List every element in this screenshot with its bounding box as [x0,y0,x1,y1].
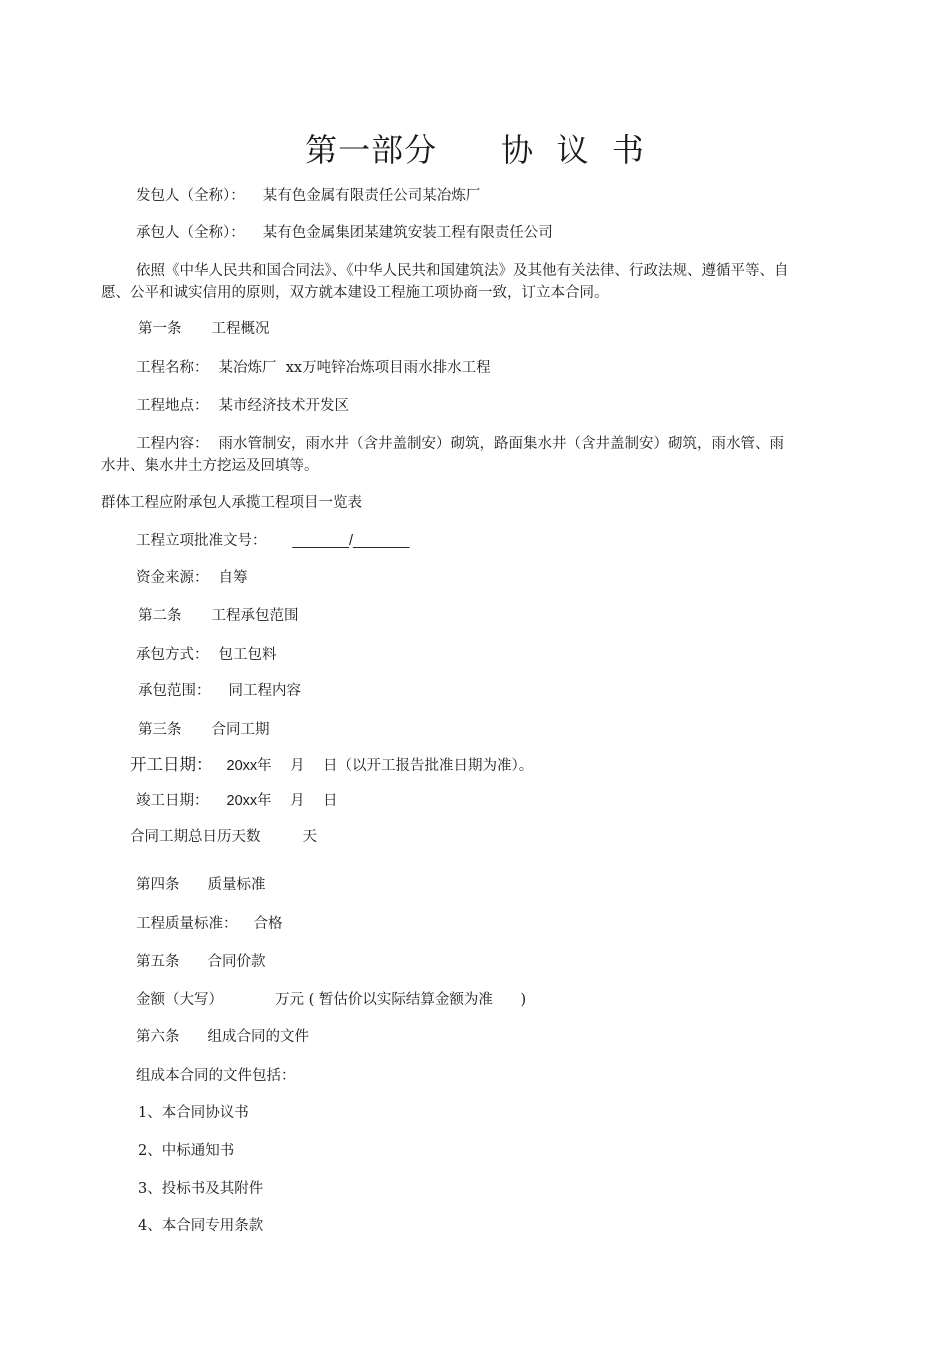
fund-value: 自筹 [218,570,248,586]
approval-line [136,530,409,552]
employer-label: 发包人（全称）： [136,188,245,204]
scope-value: 同工程内容 [228,683,301,699]
contractor-label: 承包人（全称）： [136,225,245,241]
article6-no: 第六条 [136,1029,180,1045]
article1-title: 工程概况 [211,321,270,337]
amount-line [136,989,526,1011]
mode-value: 包工包料 [218,647,277,663]
mode-line [136,644,277,666]
location-line [136,395,349,417]
standard-value: 合格 [253,916,283,932]
project-name-line [136,357,491,379]
article4-no: 第四条 [136,877,180,893]
employer-value: 某有色金属有限责任公司某冶炼厂 [262,188,481,204]
list-item: 3、投标书及其附件 [138,1181,264,1197]
location-value: 某市经济技术开发区 [218,398,349,414]
end-rest: 年 月 日 [257,793,338,809]
project-name-value: 某冶炼厂 xx万吨锌冶炼项目雨水排水工程 [218,360,491,376]
content-label: 工程内容： [136,436,209,452]
scope-line [138,680,301,702]
article5-heading [136,951,266,973]
project-name-label: 工程名称： [136,360,209,376]
article6-heading [136,1026,309,1048]
article3-no: 第三条 [138,722,182,738]
content-value: 雨水管制安，雨水井（含井盖制安）砌筑，路面集水井（含井盖制安）砌筑，雨水管、雨水井、集水井土方挖运及回填等。 [101,436,784,474]
start-rest: 年 月 日（以开工报告批准日期为准）。 [257,758,534,774]
contractor-line [136,222,553,244]
total-unit: 天 [302,829,317,845]
article4-title: 质量标准 [207,877,266,893]
end-date-line [136,790,338,812]
page-title [0,125,950,171]
article1-no: 第一条 [138,321,182,337]
start-label: 开工日期： [130,755,213,774]
end-year: 20xx [226,793,258,809]
quality-line [136,913,283,935]
list-item: 4、本合同专用条款 [138,1218,264,1234]
article5-no: 第五条 [136,954,180,970]
list-item: 2、中标通知书 [138,1143,235,1159]
title-name: 协 议 书 [501,131,645,169]
article3-title: 合同工期 [211,722,270,738]
article5-title: 合同价款 [207,954,266,970]
article1-heading [138,318,270,340]
location-label: 工程地点： [136,398,209,414]
contractor-value: 某有色金属集团某建筑安装工程有限责任公司 [262,225,553,241]
employer-line [136,185,480,207]
title-part: 第一部分 [305,131,438,169]
article4-heading [136,874,266,896]
group-note: 群体工程应附承包人承揽工程项目一览表 [101,495,362,511]
article3-heading [138,719,270,741]
start-date-line [130,754,533,777]
preamble-paragraph: 依照《中华人民共和国合同法》、《中华人民共和国建筑法》及其他有关法律、行政法规、遵循平等、自愿、公平和诚实信用的原则，双方就本建设工程施工项协商一致，订立本合同。 [101,263,789,301]
scope-label: 承包范围： [138,683,211,699]
start-year: 20xx [226,758,258,774]
content-paragraph [101,433,791,477]
article2-no: 第二条 [138,608,182,624]
approval-label: 工程立项批准文号： [136,533,267,549]
documents-intro: 组成本合同的文件包括： [136,1068,296,1084]
article2-heading [138,605,299,627]
mode-label: 承包方式： [136,647,209,663]
article2-title: 工程承包范围 [211,608,299,624]
list-item: 1、本合同协议书 [138,1105,249,1121]
end-label: 竣工日期： [136,793,209,809]
article6-title: 组成合同的文件 [207,1029,309,1045]
total-days-line [130,826,317,848]
total-label: 合同工期总日历天数 [130,829,261,845]
amount-value: 万元 ( 暂估价以实际结算金额为准 ) [275,992,527,1008]
fund-label: 资金来源： [136,570,209,586]
approval-value: _______/_______ [292,533,410,549]
standard-label: 工程质量标准： [136,916,238,932]
fund-line [136,567,248,589]
amount-label: 金额（大写） [136,992,223,1008]
